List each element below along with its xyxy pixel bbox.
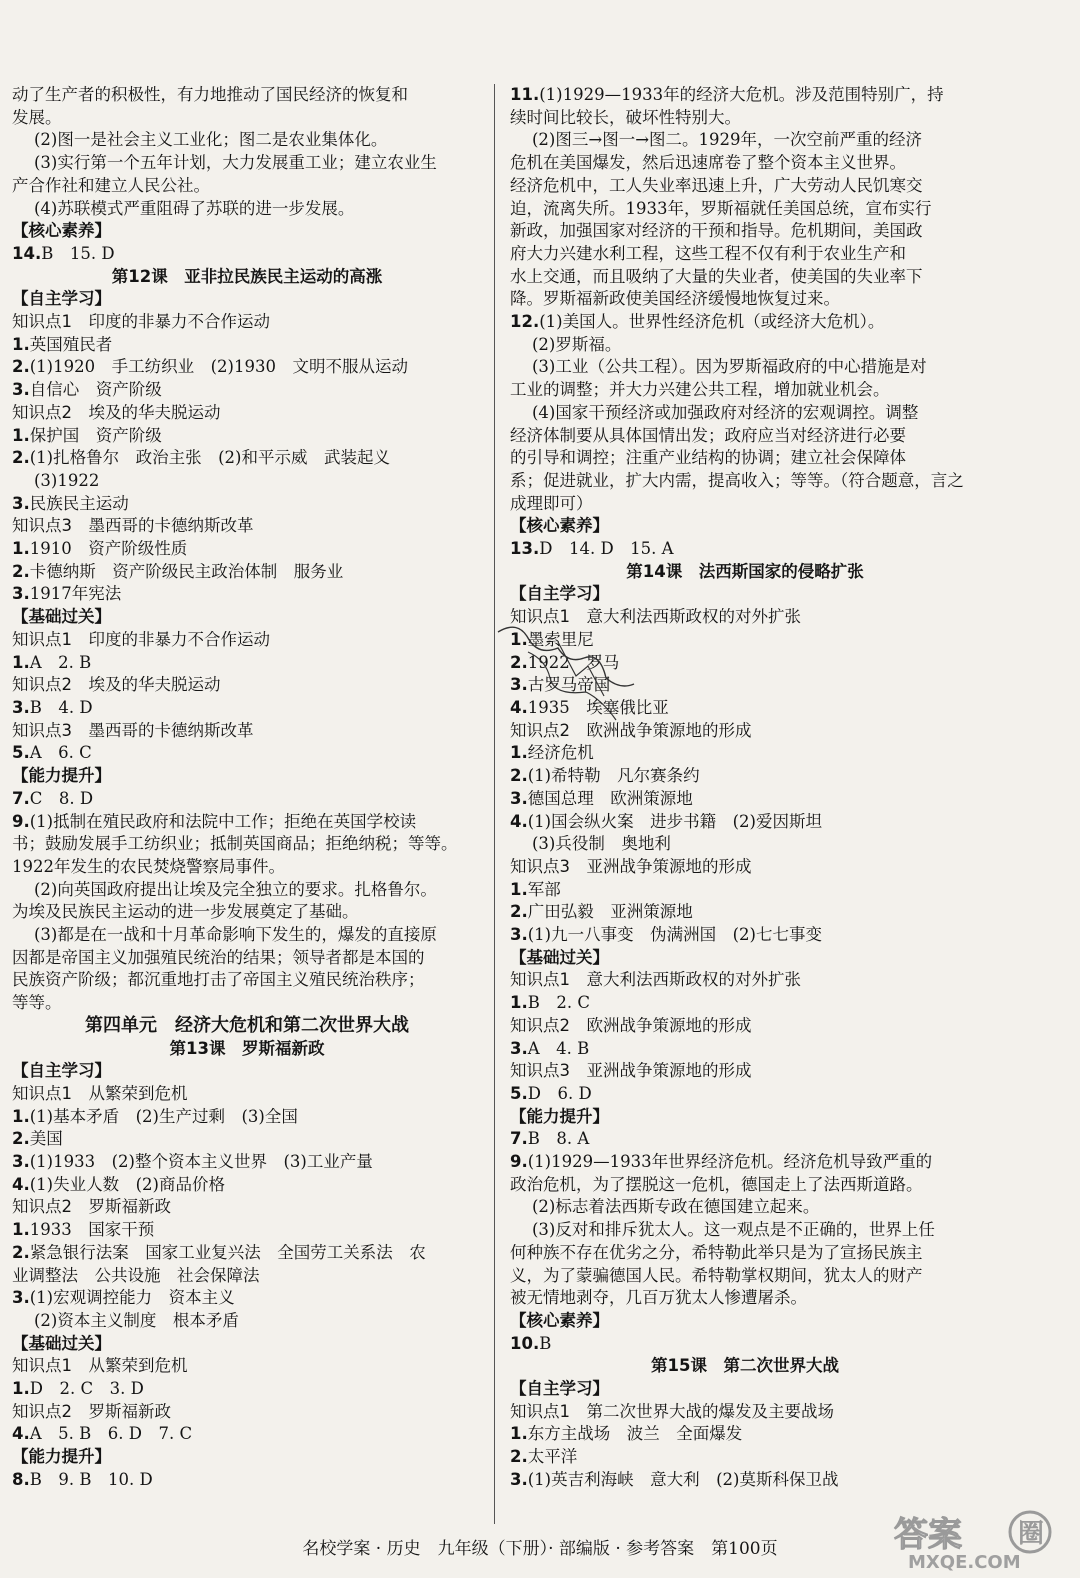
section-heading: 【能力提升】: [510, 1106, 609, 1126]
question-number: 7.: [510, 1129, 528, 1149]
answer-line: [510, 1083, 980, 1106]
question-number: 1.: [12, 1379, 30, 1399]
question-number: 12.: [510, 312, 540, 332]
answer-line: 义，为了蒙骗德国人民。希特勒掌权期间，犹太人的财产: [510, 1265, 923, 1285]
answer-line: (4)国家干预经济或加强政府对经济的宏观调控。调整: [532, 402, 919, 422]
answer-text: 卡德纳斯 资产阶级民主政治体制 服务业: [29, 561, 344, 581]
knowledge-point-heading: 知识点1 意大利法西斯政权的对外扩张: [510, 970, 801, 990]
question-number: 9.: [510, 1152, 528, 1172]
answer-line: [12, 356, 482, 379]
question-number: 3.: [12, 697, 30, 717]
answer-line: 新政，加强国家对经济的干预和指导。危机期间，美国政: [510, 221, 923, 241]
answer-line: [510, 1446, 980, 1469]
answer-text: (1)1929—1933年的经济大危机。涉及范围特别广，持: [539, 85, 944, 104]
question-number: 4.: [12, 1424, 30, 1444]
question-number: 3.: [12, 1152, 30, 1172]
answer-line: 经济危机中，工人失业率迅速上升，广大劳动人民饥寒交: [510, 175, 923, 195]
question-number: 2.: [12, 1242, 30, 1262]
question-number: 5.: [12, 743, 30, 763]
question-number: 3.: [510, 1038, 528, 1058]
column-divider: [494, 84, 495, 1524]
answer-line: 危机在美国爆发，然后迅速席卷了整个资本主义世界。: [510, 153, 906, 173]
knowledge-point-heading: 知识点2 欧洲战争策源地的形成: [510, 1015, 752, 1035]
answer-text: 太平洋: [527, 1447, 578, 1467]
answer-text: (1)美国人。世界性经济危机（或经济大危机）。: [539, 312, 885, 332]
answer-line: 民族资产阶级；都沉重地打击了帝国主义殖民统治秩序；: [12, 970, 425, 990]
question-number: 1.: [12, 1220, 30, 1240]
question-number: 7.: [12, 788, 30, 808]
question-number: 2.: [12, 1129, 30, 1149]
answer-line: 府大力兴建水利工程，这些工程不仅有利于农业生产和: [510, 243, 906, 263]
section-heading: 【能力提升】: [12, 766, 111, 786]
question-number: 3.: [510, 675, 528, 695]
answer-text: D 14. D 15. A: [539, 539, 674, 559]
answer-line: 水上交通，而且吸纳了大量的失业者，使美国的失业率下: [510, 266, 923, 286]
answer-line: [12, 1242, 482, 1265]
answer-line: (3)反对和排斥犹太人。这一观点是不正确的，世界上任: [532, 1220, 935, 1240]
answer-text: B 9. B 10. D: [29, 1469, 153, 1489]
knowledge-point-heading: 知识点3 墨西哥的卡德纳斯改革: [12, 516, 254, 536]
question-number: 1.: [12, 652, 30, 672]
page-footer: 名校学案 · 历史 九年级（下册）· 部编版 · 参考答案 第100页: [302, 1539, 778, 1559]
knowledge-point-heading: 知识点3 亚洲战争策源地的形成: [510, 1061, 752, 1081]
answer-line: 书；鼓励发展手工纺织业；抵制英国商品；拒绝纳税；等等。: [12, 834, 458, 854]
question-number: 3.: [12, 493, 30, 513]
question-number: 1.: [510, 743, 528, 763]
answer-text: 英国殖民者: [29, 334, 113, 354]
question-number: 11.: [510, 85, 540, 104]
answer-line: 业调整法 公共设施 社会保障法: [12, 1265, 260, 1285]
question-number: 3.: [12, 380, 30, 400]
answer-line: [12, 652, 482, 675]
answer-text: 古罗马帝国: [527, 675, 611, 695]
unit-title: 第四单元 经济大危机和第二次世界大战: [85, 1014, 409, 1036]
left-column: [12, 84, 482, 1492]
answer-text: 广田弘毅 亚洲策源地: [527, 902, 693, 922]
answer-text: (1)国会纵火案 进步书籍 (2)爱因斯坦: [527, 811, 822, 831]
answer-line: [510, 879, 980, 902]
answer-line: [12, 697, 482, 720]
knowledge-point-heading: 知识点2 罗斯福新政: [12, 1197, 171, 1217]
answer-line: [12, 1219, 482, 1242]
question-number: 3.: [12, 1288, 30, 1308]
answer-line: [510, 811, 980, 834]
question-number: 2.: [510, 902, 528, 922]
section-heading: 【基础过关】: [510, 947, 609, 967]
answer-line: 发展。: [12, 107, 62, 127]
lesson-title: 第14课 法西斯国家的侵略扩张: [626, 561, 864, 581]
answer-line: (4)苏联模式严重阻碍了苏联的进一步发展。: [34, 198, 355, 218]
question-number: 5.: [510, 1083, 528, 1103]
answer-text: 1917年宪法: [29, 584, 122, 604]
answer-line: [12, 583, 482, 606]
question-number: 4.: [510, 811, 528, 831]
answer-line: [510, 992, 980, 1015]
question-number: 1.: [12, 425, 30, 445]
answer-line: [12, 811, 482, 834]
answer-text: (1)扎格鲁尔 政治主张 (2)和平示威 武装起义: [29, 448, 390, 468]
answer-text: B 15. D: [41, 243, 115, 263]
answer-text: D 2. C 3. D: [29, 1379, 144, 1399]
answer-line: 的引导和调控；注重产业结构的协调；建立社会保障体: [510, 448, 906, 468]
section-heading: 【核心素养】: [12, 221, 111, 241]
question-number: 2.: [510, 1447, 528, 1467]
answer-line: (3)都是在一战和十月革命影响下发生的，爆发的直接原: [34, 925, 437, 945]
question-number: 3.: [510, 925, 528, 945]
section-heading: 【核心素养】: [510, 1310, 609, 1330]
question-number: 1.: [510, 993, 528, 1013]
answer-text: 1922 罗马: [527, 652, 620, 672]
svg-text:MXQE.COM: MXQE.COM: [908, 1552, 1021, 1572]
question-number: 1.: [510, 879, 528, 899]
answer-text: 民族民主运动: [29, 493, 129, 513]
answer-line: [12, 1423, 482, 1446]
knowledge-point-heading: 知识点1 印度的非暴力不合作运动: [12, 312, 270, 332]
answer-text: 1910 资产阶级性质: [29, 539, 188, 559]
answer-text: 德国总理 欧洲策源地: [527, 788, 693, 808]
knowledge-point-heading: 知识点2 埃及的华夫脱运动: [12, 675, 221, 695]
answer-line: [510, 1128, 980, 1151]
answer-text: (1)希特勒 凡尔赛条约: [527, 766, 700, 786]
answer-line: [510, 1151, 980, 1174]
section-heading: 【核心素养】: [510, 516, 609, 536]
knowledge-point-heading: 知识点2 欧洲战争策源地的形成: [510, 720, 752, 740]
answer-line: [12, 742, 482, 765]
knowledge-point-heading: 知识点1 意大利法西斯政权的对外扩张: [510, 607, 801, 627]
answer-line: [12, 561, 482, 584]
answer-line: [12, 334, 482, 357]
knowledge-point-heading: 知识点2 罗斯福新政: [12, 1401, 171, 1421]
answer-line: 因都是帝国主义加强殖民统治的结果；领导者都是本国的: [12, 947, 425, 967]
answer-line: 成理即可）: [510, 493, 593, 513]
question-number: 8.: [12, 1469, 30, 1489]
knowledge-point-heading: 知识点1 第二次世界大战的爆发及主要战场: [510, 1401, 834, 1421]
answer-text: A 2. B: [29, 652, 92, 672]
answer-text: (1)九一八事变 伪满洲国 (2)七七事变: [527, 925, 822, 945]
answer-text: B 8. A: [527, 1129, 590, 1149]
answer-line: [510, 84, 980, 107]
answer-line: [510, 901, 980, 924]
watermark-logo: [890, 1508, 1062, 1572]
answer-line: 政治危机，为了摆脱这一危机，德国走上了法西斯道路。: [510, 1174, 923, 1194]
answer-text: (1)英吉利海峡 意大利 (2)莫斯科保卫战: [527, 1469, 839, 1489]
answer-text: 1935 埃塞俄比亚: [527, 697, 669, 717]
answer-text: (1)基本矛盾 (2)生产过剩 (3)全国: [29, 1106, 298, 1126]
answer-line: 降。罗斯福新政使美国经济缓慢地恢复过来。: [510, 289, 840, 309]
section-heading: 【自主学习】: [12, 1061, 111, 1081]
answer-line: (3)1922: [34, 470, 100, 490]
answer-line: 迫，流离失所。1933年，罗斯福就任美国总统，宣布实行: [510, 198, 932, 218]
answer-line: [12, 538, 482, 561]
answer-line: [12, 243, 482, 266]
answer-line: 经济体制要从具体国情出发；政府应当对经济进行必要: [510, 425, 906, 445]
section-heading: 【自主学习】: [510, 584, 609, 604]
answer-line: [12, 788, 482, 811]
answer-line: (3)工业（公共工程）。因为罗斯福政府的中心措施是对: [532, 357, 927, 377]
question-number: 4.: [12, 1174, 30, 1194]
answer-line: [12, 379, 482, 402]
question-number: 2.: [12, 357, 30, 377]
answer-line: (2)向英国政府提出让埃及完全独立的要求。扎格鲁尔。: [34, 879, 437, 899]
right-column: [510, 84, 980, 1492]
answer-line: 为埃及民族民主运动的进一步发展奠定了基础。: [12, 902, 359, 922]
answer-line: 动了生产者的积极性，有力地推动了国民经济的恢复和: [12, 85, 408, 104]
answer-line: (2)图一是社会主义工业化；图二是农业集体化。: [34, 130, 388, 150]
answer-text: 保护国 资产阶级: [29, 425, 162, 445]
section-heading: 【自主学习】: [12, 289, 111, 309]
answer-text: (1)1929—1933年世界经济危机。经济危机导致严重的: [527, 1152, 933, 1172]
svg-text:答案: 答案: [894, 1515, 962, 1555]
knowledge-point-heading: 知识点1 从繁荣到危机: [12, 1083, 188, 1103]
section-heading: 【基础过关】: [12, 1333, 111, 1353]
answer-line: 等等。: [12, 993, 62, 1013]
answer-line: (3)实行第一个五年计划，大力发展重工业；建立农业生: [34, 153, 437, 173]
answer-text: 墨索里尼: [527, 629, 594, 649]
knowledge-point-heading: 知识点3 亚洲战争策源地的形成: [510, 856, 752, 876]
answer-line: (2)资本主义制度 根本矛盾: [34, 1310, 239, 1330]
answer-line: (3)兵役制 奥地利: [532, 834, 671, 854]
answer-line: [12, 1106, 482, 1129]
answer-line: 1922年发生的农民焚烧警察局事件。: [12, 856, 285, 876]
question-number: 2.: [510, 652, 528, 672]
answer-line: [510, 788, 980, 811]
answer-line: [510, 311, 980, 334]
answer-line: [12, 447, 482, 470]
answer-line: [510, 1038, 980, 1061]
answer-line: 系；促进就业，扩大内需，提高收入；等等。（符合题意，言之: [510, 470, 964, 490]
answer-text: 东方主战场 波兰 全面爆发: [527, 1424, 743, 1444]
answer-line: [12, 1469, 482, 1492]
answer-line: 工业的调整；并大力兴建公共工程，增加就业机会。: [510, 380, 890, 400]
answer-text: A 6. C: [29, 743, 92, 763]
answer-text: D 6. D: [527, 1083, 592, 1103]
answer-line: [510, 765, 980, 788]
lesson-title: 第12课 亚非拉民族民主运动的高涨: [111, 266, 383, 286]
question-number: 1.: [510, 629, 528, 649]
answer-line: [12, 1174, 482, 1197]
answer-text: (1)1933 (2)整个资本主义世界 (3)工业产量: [29, 1152, 373, 1172]
answer-text: 美国: [29, 1129, 63, 1149]
answer-line: 续时间比较长，破坏性特别大。: [510, 107, 741, 127]
question-number: 1.: [510, 1424, 528, 1444]
section-heading: 【自主学习】: [510, 1379, 609, 1399]
answer-text: B 2. C: [527, 993, 590, 1013]
question-number: 3.: [12, 584, 30, 604]
answer-line: 被无情地剥夺，几百万犹太人惨遭屠杀。: [510, 1288, 807, 1308]
answer-line: [12, 1128, 482, 1151]
question-number: 1.: [12, 539, 30, 559]
answer-line: 产合作社和建立人民公社。: [12, 175, 210, 195]
question-number: 1.: [12, 1106, 30, 1126]
answer-line: (2)罗斯福。: [532, 334, 622, 354]
answer-text: 1933 国家干预: [29, 1220, 155, 1240]
answer-line: [510, 1469, 980, 1492]
lesson-title: 第15课 第二次世界大战: [651, 1356, 839, 1376]
knowledge-point-heading: 知识点1 从繁荣到危机: [12, 1356, 188, 1376]
question-number: 3.: [510, 1469, 528, 1489]
answer-text: 自信心 资产阶级: [29, 380, 162, 400]
answer-line: [12, 425, 482, 448]
answer-text: 经济危机: [527, 743, 594, 763]
answer-line: 何种族不存在优劣之分，希特勒此举只是为了宣扬民族主: [510, 1242, 923, 1262]
answer-line: (2)标志着法西斯专政在德国建立起来。: [532, 1197, 820, 1217]
lesson-title: 第13课 罗斯福新政: [169, 1038, 325, 1058]
answer-line: (2)图三→图一→图二。1929年，一次空前严重的经济: [532, 130, 923, 150]
answer-text: A 5. B 6. D 7. C: [29, 1424, 193, 1444]
answer-line: [12, 493, 482, 516]
knowledge-point-heading: 知识点1 印度的非暴力不合作运动: [12, 629, 270, 649]
svg-text:圈: 圈: [1018, 1519, 1045, 1549]
section-heading: 【能力提升】: [12, 1447, 111, 1467]
question-number: 13.: [510, 539, 540, 559]
answer-text: 紧急银行法案 国家工业复兴法 全国劳工关系法 农: [29, 1242, 426, 1262]
answer-line: [510, 1333, 980, 1356]
question-number: 2.: [510, 766, 528, 786]
answer-text: B 4. D: [29, 697, 93, 717]
question-number: 1.: [12, 334, 30, 354]
knowledge-point-heading: 知识点3 墨西哥的卡德纳斯改革: [12, 720, 254, 740]
answer-text: 军部: [527, 879, 561, 899]
answer-line: [12, 1287, 482, 1310]
knowledge-point-heading: 知识点2 埃及的华夫脱运动: [12, 402, 221, 422]
question-number: 2.: [12, 561, 30, 581]
question-number: 2.: [12, 448, 30, 468]
answer-line: [510, 538, 980, 561]
section-heading: 【基础过关】: [12, 607, 111, 627]
question-number: 3.: [510, 788, 528, 808]
question-number: 10.: [510, 1333, 540, 1353]
question-number: 9.: [12, 811, 30, 831]
answer-text: B: [539, 1333, 552, 1353]
answer-text: A 4. B: [527, 1038, 590, 1058]
handwritten-scribble: [488, 612, 688, 752]
question-number: 14.: [12, 243, 42, 263]
answer-line: [12, 1378, 482, 1401]
answer-text: (1)1920 手工纺织业 (2)1930 文明不服从运动: [29, 357, 408, 377]
question-number: 4.: [510, 697, 528, 717]
answer-text: (1)抵制在殖民政府和法院中工作；拒绝在英国学校读: [29, 811, 417, 831]
answer-line: [510, 924, 980, 947]
answer-text: C 8. D: [29, 788, 94, 808]
answer-line: [12, 1151, 482, 1174]
answer-line: [510, 1423, 980, 1446]
answer-text: (1)失业人数 (2)商品价格: [29, 1174, 225, 1194]
answer-text: (1)宏观调控能力 资本主义: [29, 1288, 235, 1308]
